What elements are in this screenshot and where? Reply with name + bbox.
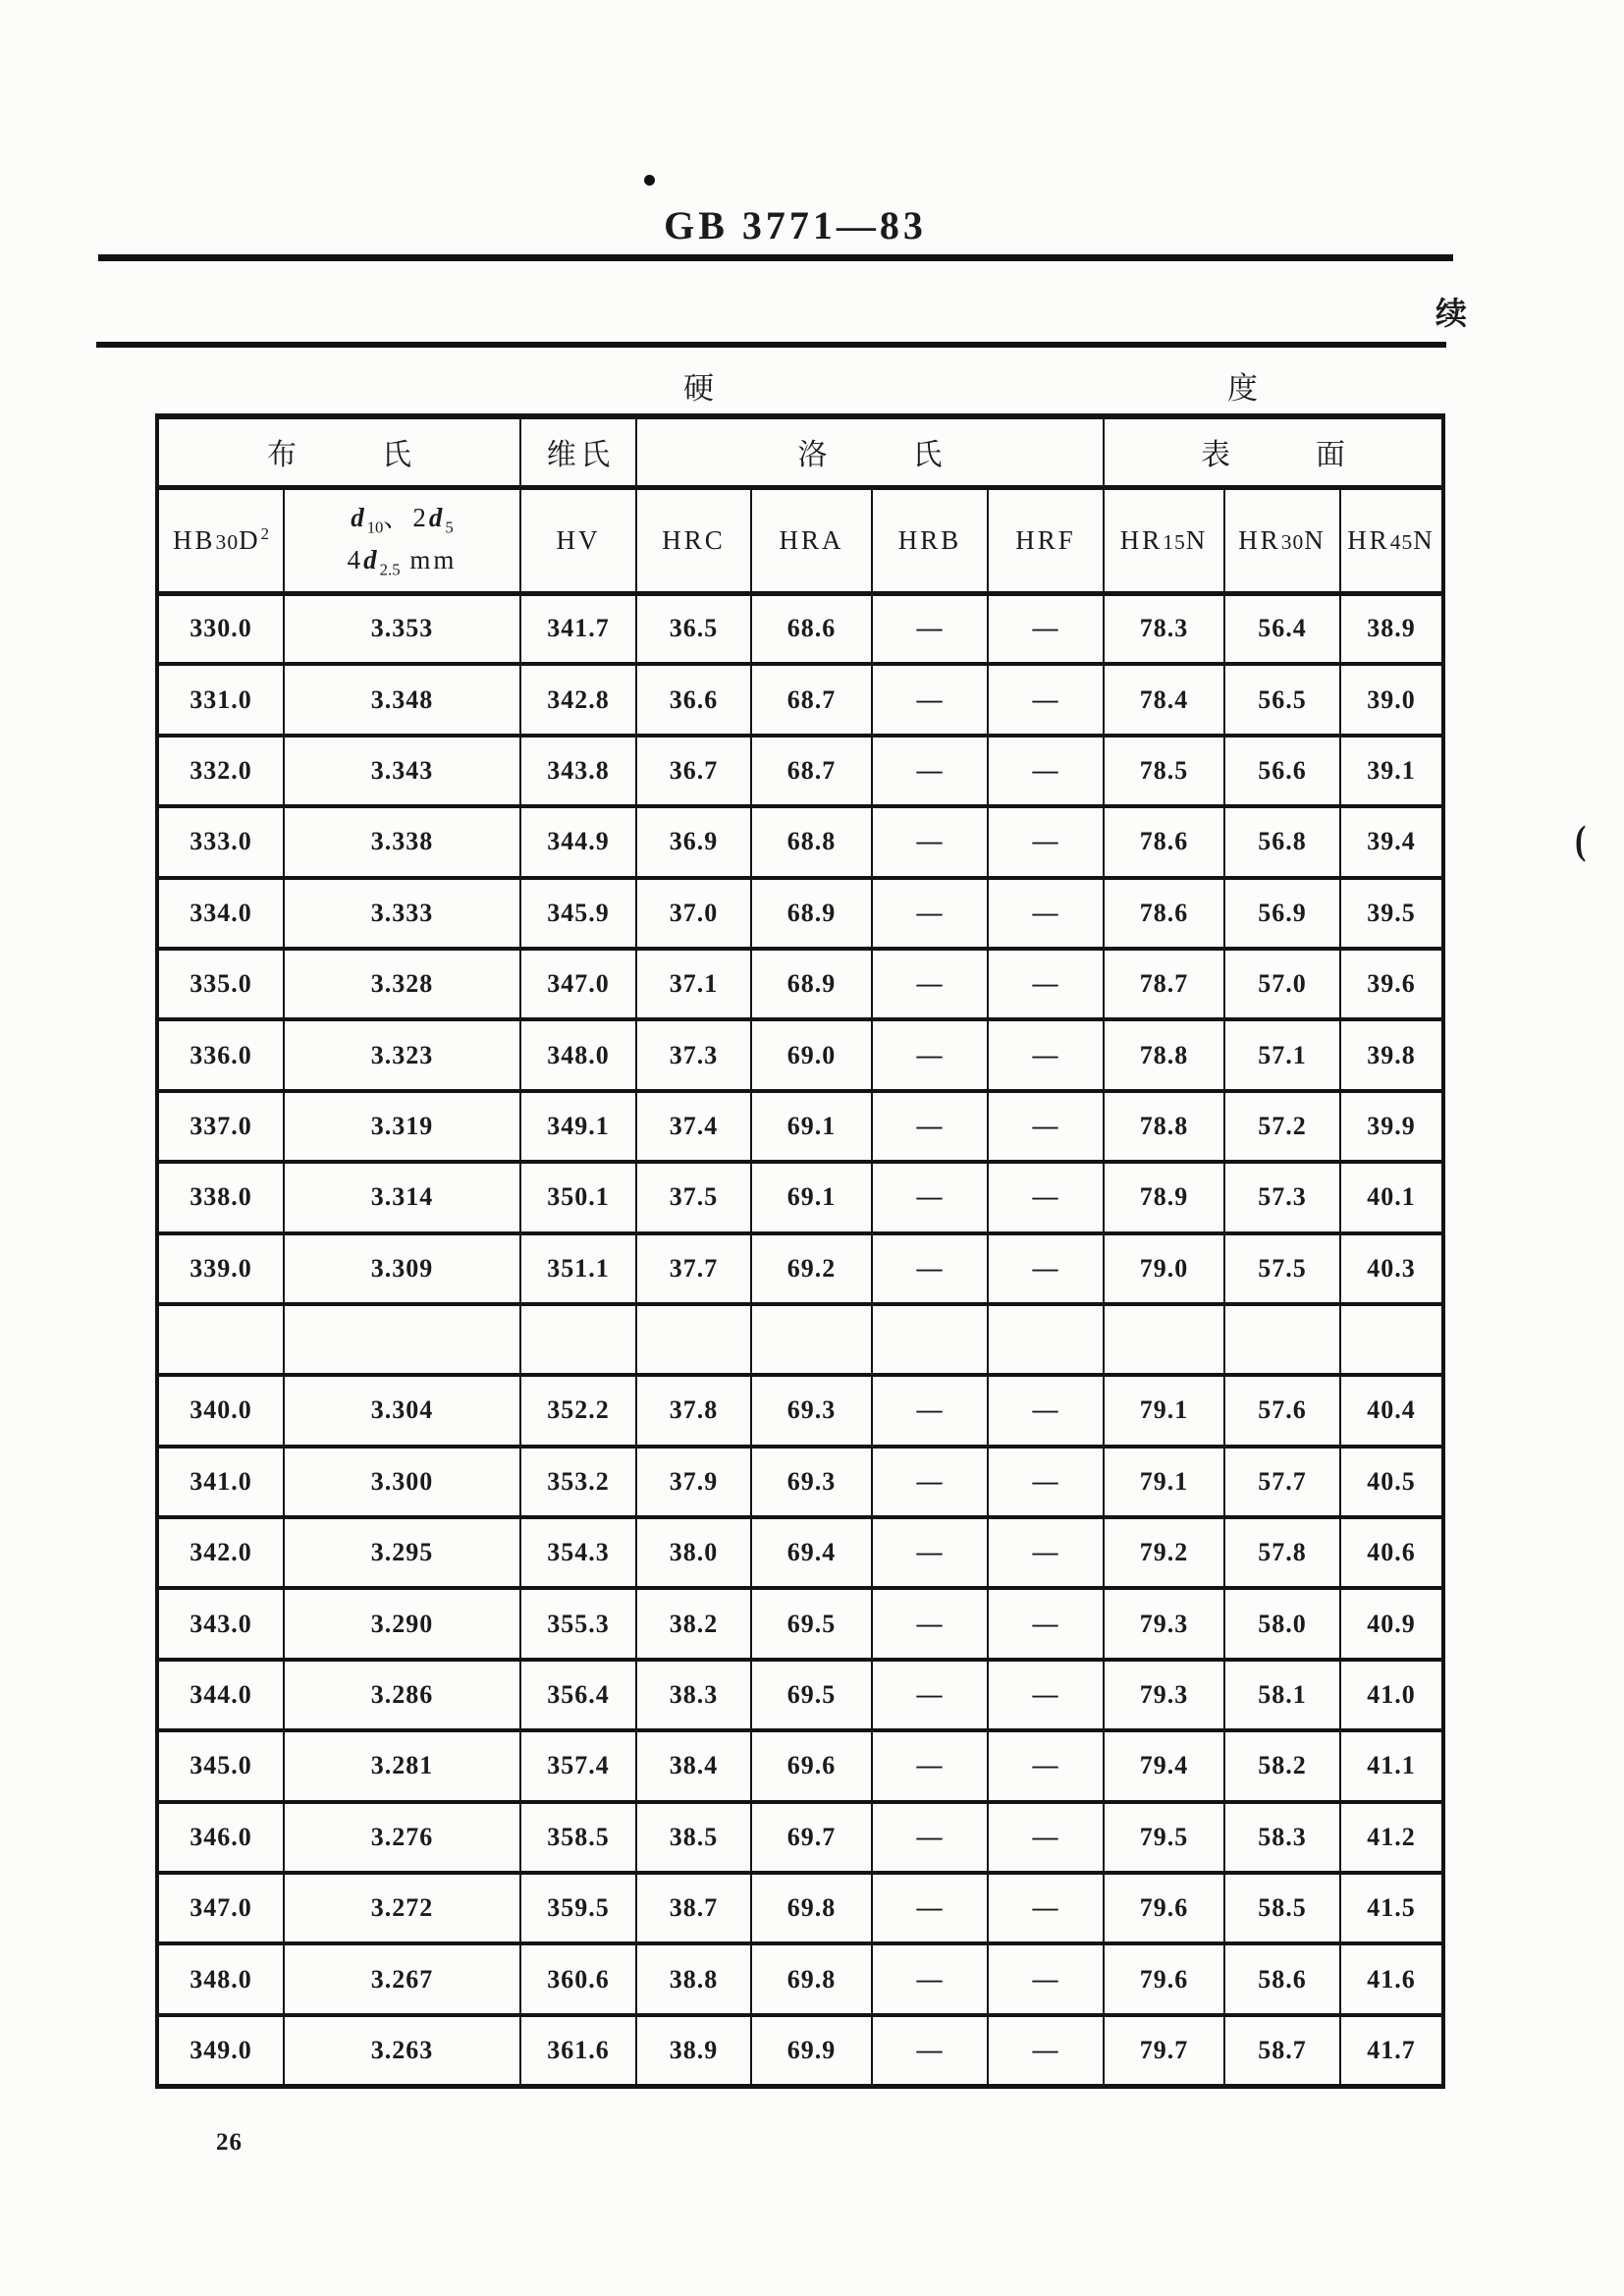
table-cell: 38.8 (636, 1943, 751, 2014)
table-cell (988, 1304, 1104, 1375)
table-cell: 68.8 (751, 806, 872, 877)
table-cell: 58.6 (1224, 1943, 1340, 2014)
table-cell: — (988, 2015, 1104, 2086)
table-cell: 3.319 (284, 1091, 520, 1162)
table-row (157, 1588, 1443, 1659)
table-cell: 69.2 (751, 1233, 872, 1304)
table-cell: 349.1 (520, 1091, 636, 1162)
table-cell: 78.8 (1104, 1019, 1224, 1090)
hardness-conversion-table (155, 413, 1445, 2089)
table-cell: 69.8 (751, 1943, 872, 2014)
table-cell: 38.3 (636, 1660, 751, 1730)
table-cell: 40.5 (1340, 1447, 1443, 1517)
table-cell: 38.9 (1340, 593, 1443, 664)
table-cell: — (872, 1447, 988, 1517)
table-row (157, 1375, 1443, 1446)
table-cell: 344.9 (520, 806, 636, 877)
group-header-row (157, 416, 1443, 487)
table-cell: 78.8 (1104, 1091, 1224, 1162)
table-cell: 341.7 (520, 593, 636, 664)
group-header-rockwell: 洛氏 (636, 416, 1104, 487)
table-cell: 39.5 (1340, 878, 1443, 949)
table-cell: 340.0 (157, 1375, 284, 1446)
table-cell (157, 1304, 284, 1375)
table-cell: 57.8 (1224, 1517, 1340, 1588)
table-row (157, 1943, 1443, 2014)
table-cell: 38.0 (636, 1517, 751, 1588)
table-cell: 56.4 (1224, 593, 1340, 664)
table-cell: 68.9 (751, 878, 872, 949)
table-cell: 79.6 (1104, 1873, 1224, 1943)
page-title: GB 3771—83 (664, 203, 927, 247)
table-cell: 36.5 (636, 593, 751, 664)
table-cell: 40.3 (1340, 1233, 1443, 1304)
table-cell: 334.0 (157, 878, 284, 949)
diameter-line-1: $d_{10}$、$2d_5$ (351, 502, 454, 537)
table-cell: 78.3 (1104, 593, 1224, 664)
table-cell: 361.6 (520, 2015, 636, 2086)
table-cell: — (872, 1162, 988, 1232)
table-cell: 69.3 (751, 1447, 872, 1517)
table-cell: — (872, 1873, 988, 1943)
table-cell: 348.0 (157, 1943, 284, 2014)
hardness-label-right: 度 (1227, 371, 1258, 406)
table-cell: 41.7 (1340, 2015, 1443, 2086)
table-row (157, 1091, 1443, 1162)
table-cell: 36.9 (636, 806, 751, 877)
table-cell: 57.7 (1224, 1447, 1340, 1517)
table-row (157, 1447, 1443, 1517)
table-cell: — (872, 1233, 988, 1304)
table-cell: — (872, 878, 988, 949)
table-cell: — (988, 806, 1104, 877)
table-cell: — (988, 1517, 1104, 1588)
table-cell: 68.7 (751, 664, 872, 735)
table-body (157, 593, 1443, 2086)
table-cell: — (872, 593, 988, 664)
table-cell: 78.9 (1104, 1162, 1224, 1232)
table-cell: 78.6 (1104, 878, 1224, 949)
table-cell: 79.0 (1104, 1233, 1224, 1304)
group-header-brinell: 布氏 (157, 416, 520, 487)
table-row (157, 1019, 1443, 1090)
column-header-row (157, 487, 1443, 593)
table-cell: 69.6 (751, 1730, 872, 1801)
table-cell: — (988, 1375, 1104, 1446)
table-cell (751, 1304, 872, 1375)
table-cell: 37.4 (636, 1091, 751, 1162)
table-cell: 343.0 (157, 1588, 284, 1659)
table-cell: 37.8 (636, 1375, 751, 1446)
table-cell: 57.6 (1224, 1375, 1340, 1446)
table-cell: — (872, 1588, 988, 1659)
table-cell: 78.7 (1104, 949, 1224, 1019)
table-cell: 3.263 (284, 2015, 520, 2086)
table-cell: 3.328 (284, 949, 520, 1019)
table-cell: 58.7 (1224, 2015, 1340, 2086)
table-cell: 69.7 (751, 1802, 872, 1873)
table-cell: 37.3 (636, 1019, 751, 1090)
col-header-hr45n: HR45N (1340, 487, 1443, 593)
table-cell: 37.5 (636, 1162, 751, 1232)
table-cell (1224, 1304, 1340, 1375)
table-cell: — (872, 1019, 988, 1090)
scan-artifact-dot (644, 175, 655, 186)
table-cell: 41.1 (1340, 1730, 1443, 1801)
table-cell: 38.4 (636, 1730, 751, 1801)
table-cell: 333.0 (157, 806, 284, 877)
table-row (157, 1730, 1443, 1801)
table-cell: 338.0 (157, 1162, 284, 1232)
continued-marker: 续 (1435, 296, 1468, 331)
table-cell: 345.9 (520, 878, 636, 949)
top-rule (98, 254, 1453, 261)
table-cell: 58.2 (1224, 1730, 1340, 1801)
group-header-surface: 表面 (1104, 416, 1443, 487)
col-header-hrb: HRB (872, 487, 988, 593)
table-cell: 3.309 (284, 1233, 520, 1304)
table-cell: 349.0 (157, 2015, 284, 2086)
table-cell: 78.5 (1104, 736, 1224, 806)
table-cell: 347.0 (520, 949, 636, 1019)
table-cell: 68.7 (751, 736, 872, 806)
table-row (157, 1517, 1443, 1588)
group-header-vickers: 维氏 (520, 416, 636, 487)
table-cell: 3.300 (284, 1447, 520, 1517)
table-cell: 3.295 (284, 1517, 520, 1588)
table-cell: 337.0 (157, 1091, 284, 1162)
table-cell: 58.3 (1224, 1802, 1340, 1873)
table-cell: — (988, 878, 1104, 949)
table-cell (1340, 1304, 1443, 1375)
table-cell: 69.4 (751, 1517, 872, 1588)
table-cell: 36.7 (636, 736, 751, 806)
table-cell (284, 1304, 520, 1375)
table-cell: — (988, 1802, 1104, 1873)
table-cell: 68.6 (751, 593, 872, 664)
col-header-hrc: HRC (636, 487, 751, 593)
table-cell: 56.5 (1224, 664, 1340, 735)
table-cell: — (872, 1517, 988, 1588)
col-header-indent-diameter (284, 487, 520, 593)
table-cell: 57.0 (1224, 949, 1340, 1019)
table-cell: 41.5 (1340, 1873, 1443, 1943)
table-cell: 355.3 (520, 1588, 636, 1659)
table-cell: 3.338 (284, 806, 520, 877)
table-cell: 345.0 (157, 1730, 284, 1801)
table-cell (1104, 1304, 1224, 1375)
table-cell: 69.9 (751, 2015, 872, 2086)
table-cell: 3.290 (284, 1588, 520, 1659)
table-cell: 3.272 (284, 1873, 520, 1943)
table-cell: — (988, 736, 1104, 806)
table-cell: 56.8 (1224, 806, 1340, 877)
table-cell: 351.1 (520, 1233, 636, 1304)
table-cell: 357.4 (520, 1730, 636, 1801)
table-cell: — (988, 1091, 1104, 1162)
table-cell: 342.8 (520, 664, 636, 735)
table-cell: 79.7 (1104, 2015, 1224, 2086)
table-cell (636, 1304, 751, 1375)
table-cell: 69.5 (751, 1588, 872, 1659)
table-row (157, 949, 1443, 1019)
table-cell: 3.353 (284, 593, 520, 664)
table-cell: — (988, 1162, 1104, 1232)
table-cell: 79.2 (1104, 1517, 1224, 1588)
table-row (157, 806, 1443, 877)
table-cell: 331.0 (157, 664, 284, 735)
table-cell: 40.6 (1340, 1517, 1443, 1588)
table-cell: 41.2 (1340, 1802, 1443, 1873)
table-cell: 360.6 (520, 1943, 636, 2014)
table-cell: — (872, 1802, 988, 1873)
table-cell: 3.276 (284, 1802, 520, 1873)
table-cell: 353.2 (520, 1447, 636, 1517)
table-cell: — (872, 736, 988, 806)
table-cell: 39.1 (1340, 736, 1443, 806)
table-cell: 3.343 (284, 736, 520, 806)
table-cell: 68.9 (751, 949, 872, 1019)
table-cell: 57.1 (1224, 1019, 1340, 1090)
table-cell: 358.5 (520, 1802, 636, 1873)
diameter-line-2: $4d_{2.5}$ mm (347, 545, 458, 579)
col-header-hra: HRA (751, 487, 872, 593)
page-number: 26 (216, 2129, 243, 2156)
table-row (157, 1233, 1443, 1304)
table-cell: — (988, 1660, 1104, 1730)
table-cell: 38.7 (636, 1873, 751, 1943)
table-cell: 40.9 (1340, 1588, 1443, 1659)
table-cell: 41.6 (1340, 1943, 1443, 2014)
table-cell: — (872, 1730, 988, 1801)
table-cell: — (872, 1091, 988, 1162)
table-cell: 3.348 (284, 664, 520, 735)
table-cell: 38.5 (636, 1802, 751, 1873)
table-row (157, 664, 1443, 735)
table-row (157, 2015, 1443, 2086)
table-cell: — (988, 1873, 1104, 1943)
table-cell: 3.281 (284, 1730, 520, 1801)
table-cell: 79.1 (1104, 1447, 1224, 1517)
table-cell: 3.314 (284, 1162, 520, 1232)
table-cell: 36.6 (636, 664, 751, 735)
table-cell: 69.1 (751, 1091, 872, 1162)
table-cell: 79.6 (1104, 1943, 1224, 2014)
table-cell: 57.5 (1224, 1233, 1340, 1304)
table-cell: — (988, 664, 1104, 735)
table-cell: 352.2 (520, 1375, 636, 1446)
table-cell: 40.1 (1340, 1162, 1443, 1232)
col-header-hb30d2: $HB30D^2$ (157, 487, 284, 593)
table-cell: 39.0 (1340, 664, 1443, 735)
table-cell: 343.8 (520, 736, 636, 806)
table-cell: — (872, 664, 988, 735)
table-cell: 78.6 (1104, 806, 1224, 877)
table-cell: — (872, 1660, 988, 1730)
table-row (157, 1304, 1443, 1375)
col-header-hr30n: HR30N (1224, 487, 1340, 593)
table-cell: 79.3 (1104, 1660, 1224, 1730)
table-cell: 348.0 (520, 1019, 636, 1090)
table-cell: 3.267 (284, 1943, 520, 2014)
table-cell: 79.3 (1104, 1588, 1224, 1659)
table-cell: 37.9 (636, 1447, 751, 1517)
table-cell: 38.9 (636, 2015, 751, 2086)
table-cell: 69.5 (751, 1660, 872, 1730)
table-cell: 41.0 (1340, 1660, 1443, 1730)
table-cell: 37.1 (636, 949, 751, 1019)
table-cell (520, 1304, 636, 1375)
table-cell: 79.5 (1104, 1802, 1224, 1873)
table-cell: — (872, 949, 988, 1019)
table-cell: 359.5 (520, 1873, 636, 1943)
table-cell: — (988, 593, 1104, 664)
table-cell: — (988, 1447, 1104, 1517)
table-cell: 330.0 (157, 593, 284, 664)
table-cell: 335.0 (157, 949, 284, 1019)
table-cell: — (988, 1730, 1104, 1801)
col-header-hv: HV (520, 487, 636, 593)
table-cell: 57.3 (1224, 1162, 1340, 1232)
table-cell: 39.6 (1340, 949, 1443, 1019)
table-cell: 56.6 (1224, 736, 1340, 806)
table-cell: — (988, 1019, 1104, 1090)
table-cell: 56.9 (1224, 878, 1340, 949)
table-cell: 39.8 (1340, 1019, 1443, 1090)
table-cell: 39.4 (1340, 806, 1443, 877)
table-cell: — (988, 949, 1104, 1019)
table-cell: 341.0 (157, 1447, 284, 1517)
table-cell: 342.0 (157, 1517, 284, 1588)
table-cell: 354.3 (520, 1517, 636, 1588)
table-cell: 69.0 (751, 1019, 872, 1090)
table-row (157, 1660, 1443, 1730)
table-cell: 344.0 (157, 1660, 284, 1730)
table-cell: 336.0 (157, 1019, 284, 1090)
table-cell: 37.0 (636, 878, 751, 949)
header-rule (96, 342, 1446, 348)
col-header-hrf: HRF (988, 487, 1104, 593)
table-cell: — (988, 1943, 1104, 2014)
table-cell: 37.7 (636, 1233, 751, 1304)
table-cell: 332.0 (157, 736, 284, 806)
table-cell: — (988, 1233, 1104, 1304)
table-row (157, 736, 1443, 806)
table-row (157, 1162, 1443, 1232)
table-cell: 356.4 (520, 1660, 636, 1730)
table-cell: 3.286 (284, 1660, 520, 1730)
table-cell: 58.0 (1224, 1588, 1340, 1659)
scan-artifact-paren: ( (1575, 819, 1587, 863)
table-row (157, 1802, 1443, 1873)
table-cell: 350.1 (520, 1162, 636, 1232)
col-header-hr15n: HR15N (1104, 487, 1224, 593)
table-cell: 69.1 (751, 1162, 872, 1232)
table-cell: 69.8 (751, 1873, 872, 1943)
table-cell: 339.0 (157, 1233, 284, 1304)
table-cell: 57.2 (1224, 1091, 1340, 1162)
table-cell: 39.9 (1340, 1091, 1443, 1162)
table-cell: — (872, 1943, 988, 2014)
table-cell: 347.0 (157, 1873, 284, 1943)
table-cell: — (872, 1375, 988, 1446)
table-cell: 69.3 (751, 1375, 872, 1446)
table-cell: 346.0 (157, 1802, 284, 1873)
table-cell: — (872, 806, 988, 877)
table-cell: 3.333 (284, 878, 520, 949)
hardness-label-left: 硬 (683, 371, 714, 406)
table-cell: — (872, 2015, 988, 2086)
table-row (157, 1873, 1443, 1943)
table-cell: 3.323 (284, 1019, 520, 1090)
table-cell: 79.1 (1104, 1375, 1224, 1446)
table-row (157, 878, 1443, 949)
table-cell (872, 1304, 988, 1375)
table-cell: — (988, 1588, 1104, 1659)
table-cell: 58.5 (1224, 1873, 1340, 1943)
table-cell: 40.4 (1340, 1375, 1443, 1446)
table-row (157, 593, 1443, 664)
table-cell: 78.4 (1104, 664, 1224, 735)
table-cell: 79.4 (1104, 1730, 1224, 1801)
table-cell: 38.2 (636, 1588, 751, 1659)
table-cell: 3.304 (284, 1375, 520, 1446)
table-cell: 58.1 (1224, 1660, 1340, 1730)
